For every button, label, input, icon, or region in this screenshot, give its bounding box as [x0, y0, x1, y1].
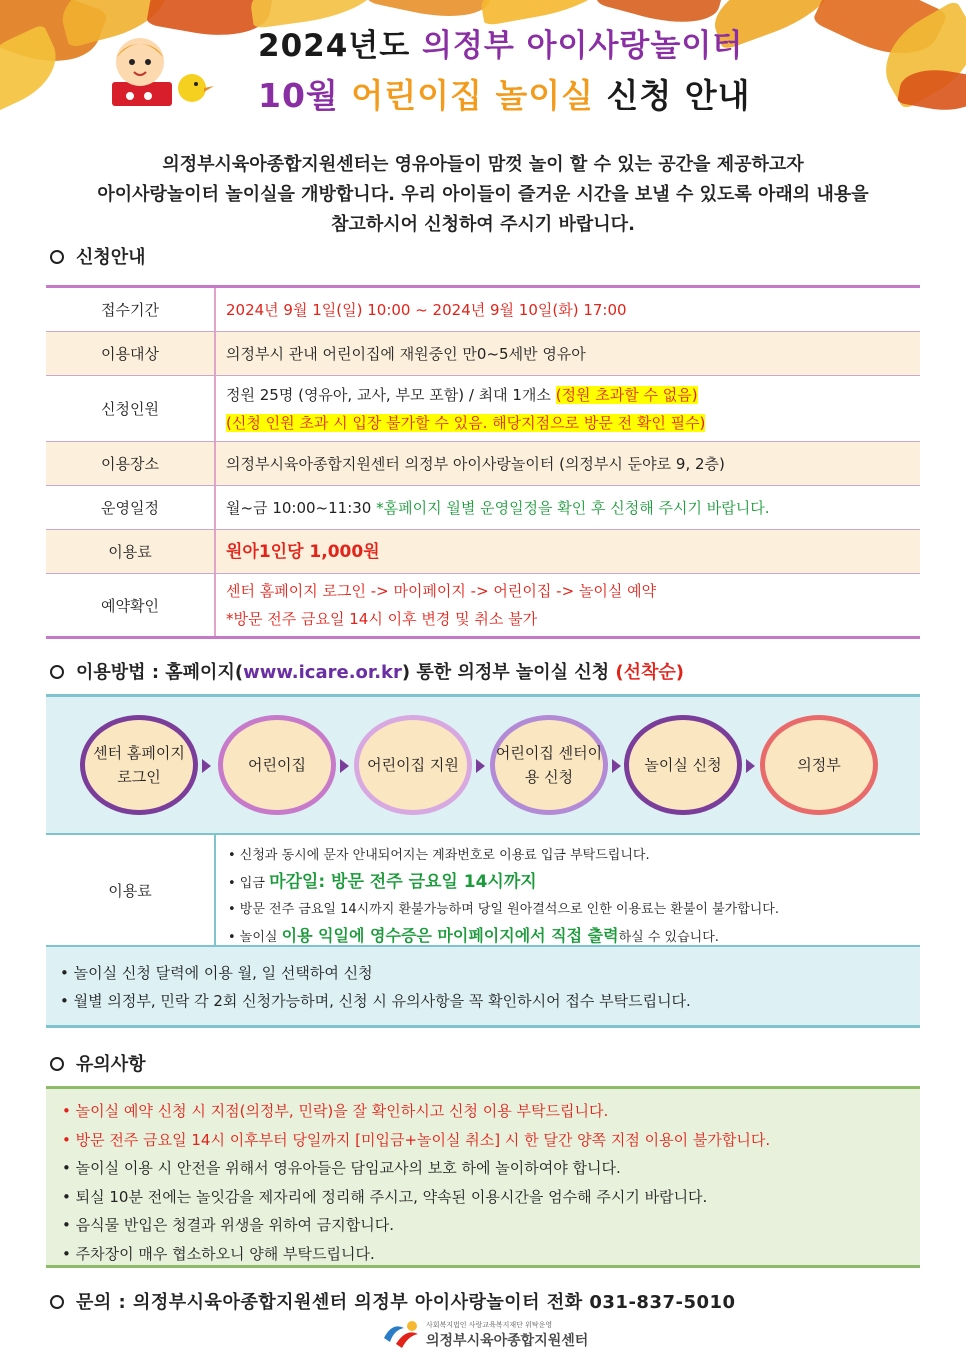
- step-circle: 의정부: [760, 715, 878, 815]
- table-row: [46, 442, 920, 486]
- intro-line: 아이사랑놀이터 놀이실을 개방합니다. 우리 아이들이 즐거운 시간을 보낼 수 있도록 아래의 내용을: [97, 184, 869, 205]
- row-label: 예약확인: [46, 574, 216, 636]
- logo-subtext: 사회복지법인 사랑교육복지재단 위탁운영: [426, 1321, 553, 1329]
- fee-line: • 신청과 동시에 문자 안내되어지는 계좌번호로 이용료 입금 부탁드립니다.: [228, 848, 650, 863]
- fee-line: • 놀이실 이용 익일에 영수증은 마이페이지에서 직접 출력하실 수 있습니다.: [228, 926, 719, 945]
- fee-line: • 입금 마감일: 방문 전주 금요일 14시까지: [228, 872, 537, 892]
- circle-bullet-icon: [50, 665, 64, 679]
- info-table: [46, 285, 920, 639]
- homepage-link[interactable]: www.icare.or.kr: [243, 662, 402, 683]
- people-note-2: (신청 인원 초과 시 입장 불가할 수 있음. 해당지점으로 방문 전 확인 필수): [226, 413, 706, 432]
- step-circle: 어린이집 센터이용 신청: [490, 715, 608, 815]
- list-item: • 방문 전주 금요일 14시 이후부터 당일까지 [미입금+놀이실 취소] 시 한 달간 양쪽 지점 이용이 불가합니다.: [62, 1130, 771, 1149]
- title-place: 의정부 아이사랑놀이터: [421, 28, 744, 64]
- contact-info: 문의 : 의정부시육아종합지원센터 의정부 아이사랑놀이터 전화 031-837-5010: [50, 1288, 736, 1314]
- arrow-right-icon: [746, 759, 755, 773]
- list-item: • 월별 의정부, 민락 각 2회 신청가능하며, 신청 시 유의사항을 꼭 확인하시어 접수 부탁드립니다.: [60, 992, 691, 1010]
- row-label: 이용장소: [46, 442, 216, 485]
- fee-detail-text: [216, 835, 920, 945]
- intro-paragraph: [40, 150, 926, 240]
- center-logo: [378, 1318, 608, 1354]
- section-heading-method: 이용방법 : 홈페이지(www.icare.or.kr) 통한 의정부 놀이실 신청 (선착순): [50, 658, 684, 684]
- row-label: 이용료: [46, 530, 216, 573]
- reserve-value: 센터 홈페이지 로그인 -> 마이페이지 -> 어린이집 -> 놀이실 예약: [226, 582, 657, 600]
- caution-box: [46, 1086, 920, 1268]
- people-note: (정원 초과할 수 없음): [555, 385, 698, 404]
- arrow-right-icon: [476, 759, 485, 773]
- header: [0, 0, 966, 130]
- step-circle: 센터 홈페이지 로그인: [80, 715, 198, 815]
- arrow-right-icon: [340, 759, 349, 773]
- period-value: 2024년 9월 1일(일) 10:00 ~ 2024년 9월 10일(화) 17:00: [226, 300, 627, 319]
- logo-text: 의정부시육아종합지원센터: [426, 1333, 589, 1349]
- reserve-value-cell: [216, 574, 920, 636]
- fee-line: • 방문 전주 금요일 14시까지 환불가능하며 당일 원아결석으로 인한 이용료는 환불이 불가합니다.: [228, 902, 780, 917]
- title-program: 어린이집 놀이실: [351, 76, 594, 115]
- title-line-1: [258, 20, 743, 65]
- table-row: [46, 574, 920, 636]
- circle-bullet-icon: [50, 250, 64, 264]
- reserve-note: *방문 전주 금요일 14시 이후 변경 및 취소 불가: [226, 610, 538, 628]
- list-item: • 놀이실 이용 시 안전을 위해서 영유아들은 담임교사의 보호 하에 놀이하여야 합니다.: [62, 1159, 621, 1177]
- table-row: [46, 332, 920, 376]
- people-value-cell: [216, 376, 920, 441]
- list-item: • 주차장이 매우 협소하오니 양해 부탁드립니다.: [62, 1244, 375, 1263]
- list-item: • 놀이실 예약 신청 시 지점(의정부, 민락)을 잘 확인하시고 신청 이용 부탁드립니다.: [62, 1102, 609, 1120]
- table-row: [46, 288, 920, 332]
- circle-bullet-icon: [50, 1295, 64, 1309]
- row-label: 접수기간: [46, 288, 216, 331]
- process-notes: [46, 949, 920, 1025]
- logo-mark-icon: [378, 1318, 422, 1352]
- place-value: 의정부시육아종합지원센터 의정부 아이사랑놀이터 (의정부시 둔야로 9, 2층): [226, 454, 725, 473]
- row-label: 이용료: [46, 835, 216, 945]
- table-row: [46, 376, 920, 442]
- step-circle: 놀이실 신청: [624, 715, 742, 815]
- title-suffix: 신청 안내: [606, 76, 751, 115]
- row-label: 운영일정: [46, 486, 216, 529]
- row-label: 이용대상: [46, 332, 216, 375]
- title-line-2: [258, 70, 750, 117]
- list-item: • 음식물 반입은 청결과 위생을 위하여 금지합니다.: [62, 1216, 395, 1234]
- intro-line: 의정부시육아종합지원센터는 영유아들이 맘껏 놀이 할 수 있는 공간을 제공하고자: [162, 154, 804, 175]
- intro-line: 참고하시어 신청하여 주시기 바랍니다.: [331, 214, 635, 235]
- fee-value: 원아1인당 1,000원: [226, 541, 380, 562]
- list-item: • 놀이실 신청 달력에 이용 월, 일 선택하여 신청: [60, 964, 373, 982]
- schedule-value-cell: [216, 486, 920, 529]
- row-label: 신청인원: [46, 376, 216, 441]
- arrow-right-icon: [612, 759, 621, 773]
- table-row: [46, 530, 920, 574]
- target-value: 의정부시 관내 어린이집에 재원중인 만0~5세반 영유아: [226, 344, 586, 363]
- arrow-right-icon: [202, 759, 211, 773]
- title-month: 10월: [258, 76, 339, 115]
- title-year: 2024년도: [258, 28, 411, 64]
- fee-detail-row: [46, 835, 920, 947]
- mascot-illustration: [100, 30, 220, 115]
- section-heading-caution: 유의사항: [50, 1050, 146, 1076]
- first-come-note: (선착순): [615, 662, 684, 683]
- schedule-note: *홈페이지 월별 운영일정을 확인 후 신청해 주시기 바랍니다.: [376, 498, 770, 517]
- schedule-value: 월~금 10:00~11:30: [226, 498, 377, 517]
- people-value: 정원 25명 (영유아, 교사, 부모 포함) / 최대 1개소: [226, 385, 556, 404]
- table-row: [46, 486, 920, 530]
- section-heading-apply: 신청안내: [50, 243, 146, 269]
- list-item: • 퇴실 10분 전에는 놀잇감을 제자리에 정리해 주시고, 약속된 이용시간을 엄수해 주시기 바랍니다.: [62, 1187, 708, 1206]
- step-circle: 어린이집 지원: [354, 715, 472, 815]
- process-box: [46, 694, 920, 1028]
- process-flow: [46, 697, 920, 835]
- circle-bullet-icon: [50, 1057, 64, 1071]
- step-circle: 어린이집: [218, 715, 336, 815]
